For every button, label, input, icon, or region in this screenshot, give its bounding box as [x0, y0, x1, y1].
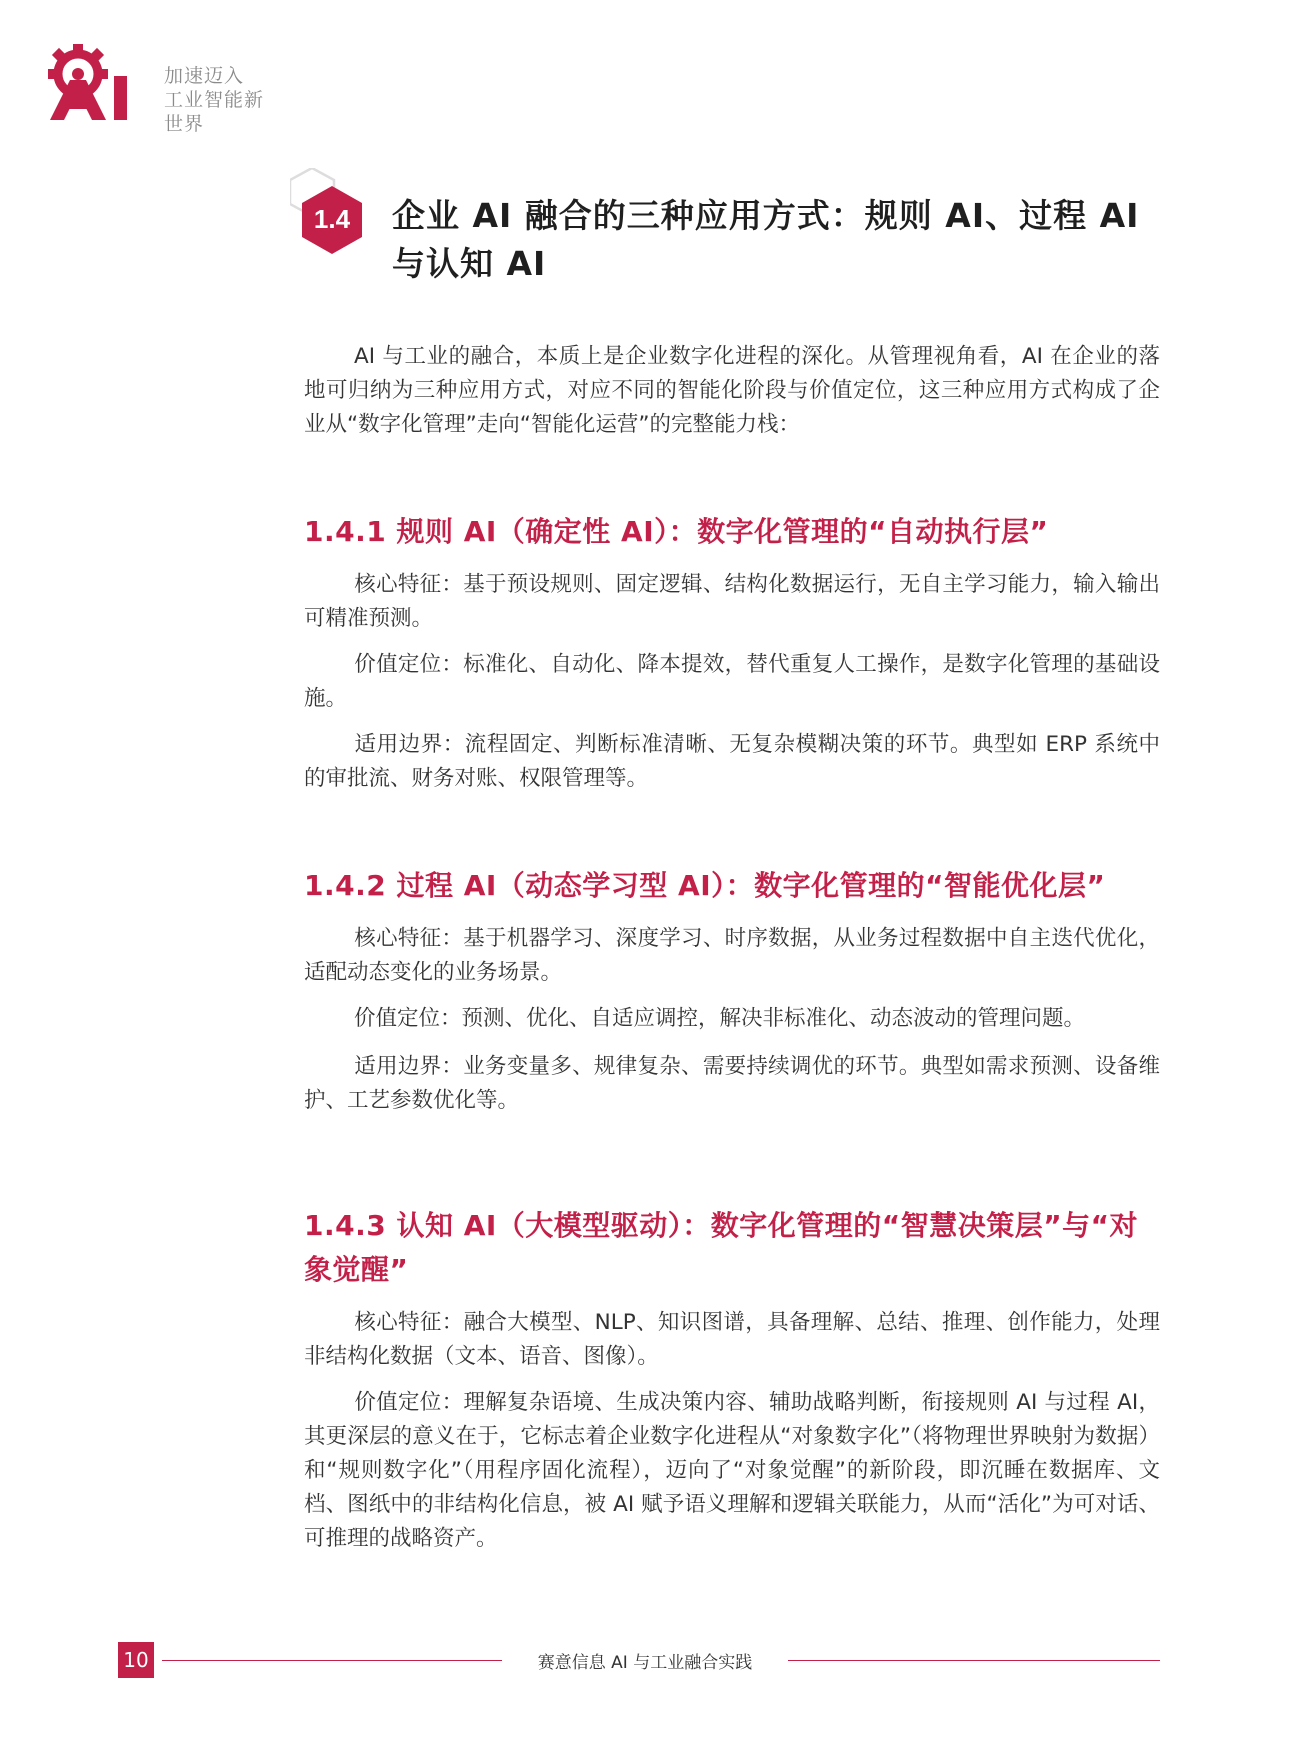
- subsection-title-3: 1.4.3 认知 AI（大模型驱动）：数字化管理的“智慧决策层”与“对象觉醒”: [304, 1209, 1139, 1286]
- header-logo: [40, 42, 280, 135]
- intro-text: AI 与工业的融合，本质上是企业数字化进程的深化。从管理视角看，AI 在企业的落地可归纳为三种应用方式，对应不同的智能化阶段与价值定位，这三种应用方式构成了企业从“数字化管理”走向“智能化运营”的完整能力栈：: [304, 344, 1160, 437]
- sub2-boundary-paragraph: [304, 1050, 1160, 1118]
- sub1-feature-text: 核心特征：基于预设规则、固定逻辑、结构化数据运行，无自主学习能力，输入输出可精准预测。: [304, 572, 1160, 631]
- section-number: 1.4: [313, 204, 351, 234]
- subsection-title-1: 1.4.1 规则 AI（确定性 AI）：数字化管理的“自动执行层”: [304, 515, 1049, 548]
- sub2-feature-text: 核心特征：基于机器学习、深度学习、时序数据，从业务过程数据中自主迭代优化，适配动态变化的业务场景。: [304, 926, 1160, 985]
- sub3-feature-text: 核心特征：融合大模型、NLP、知识图谱，具备理解、总结、推理、创作能力，处理非结构化数据（文本、语音、图像）。: [304, 1310, 1160, 1369]
- sub3-value-text: 价值定位：理解复杂语境、生成决策内容、辅助战略判断，衔接规则 AI 与过程 AI，其更深层的意义在于，它标志着企业数字化进程从“对象数字化”（将物理世界映射为数据）和“规则数字化”（用程序固化流程），迈向了“对象觉醒”的新阶段，即沉睡在数据库、文档、图纸中的非结构化信息，被 AI 赋予语义理解和逻辑关联能力，从而“活化”为可对话、可推理的战略资产。: [304, 1390, 1160, 1551]
- footer-divider-left: [162, 1660, 502, 1661]
- footer-doc-title: 赛意信息 AI 与工业融合实践: [537, 1653, 753, 1673]
- gear-ai-logo-icon: [40, 42, 160, 122]
- sub2-value-paragraph: [304, 1002, 1160, 1036]
- sub3-value-paragraph: [304, 1386, 1160, 1556]
- page-number: 10: [118, 1642, 154, 1678]
- section-number-badge: [290, 168, 400, 278]
- subsection-title-2: 1.4.2 过程 AI（动态学习型 AI）：数字化管理的“智能优化层”: [304, 869, 1106, 902]
- sub1-value-text: 价值定位：标准化、自动化、降本提效，替代重复人工操作，是数字化管理的基础设施。: [304, 652, 1160, 711]
- tagline-line1: 加速迈入: [164, 65, 245, 87]
- sub2-value-text: 价值定位：预测、优化、自适应调控，解决非标准化、动态波动的管理问题。: [354, 1006, 1086, 1031]
- sub1-value-paragraph: [304, 648, 1160, 716]
- footer-divider-right: [788, 1660, 1160, 1661]
- sub2-feature-paragraph: [304, 922, 1160, 990]
- sub1-feature-paragraph: [304, 568, 1160, 636]
- sub3-feature-paragraph: [304, 1306, 1160, 1374]
- logo-tagline: [164, 64, 280, 136]
- sub1-boundary-paragraph: [304, 728, 1160, 796]
- tagline-line2: 工业智能新世界: [164, 89, 265, 135]
- sub2-boundary-text: 适用边界：业务变量多、规律复杂、需要持续调优的环节。典型如需求预测、设备维护、工艺参数优化等。: [304, 1054, 1160, 1113]
- sub1-boundary-text: 适用边界：流程固定、判断标准清晰、无复杂模糊决策的环节。典型如 ERP 系统中的审批流、财务对账、权限管理等。: [304, 732, 1160, 791]
- section-title: 企业 AI 融合的三种应用方式：规则 AI、过程 AI 与认知 AI: [392, 196, 1140, 283]
- intro-paragraph: [304, 340, 1160, 442]
